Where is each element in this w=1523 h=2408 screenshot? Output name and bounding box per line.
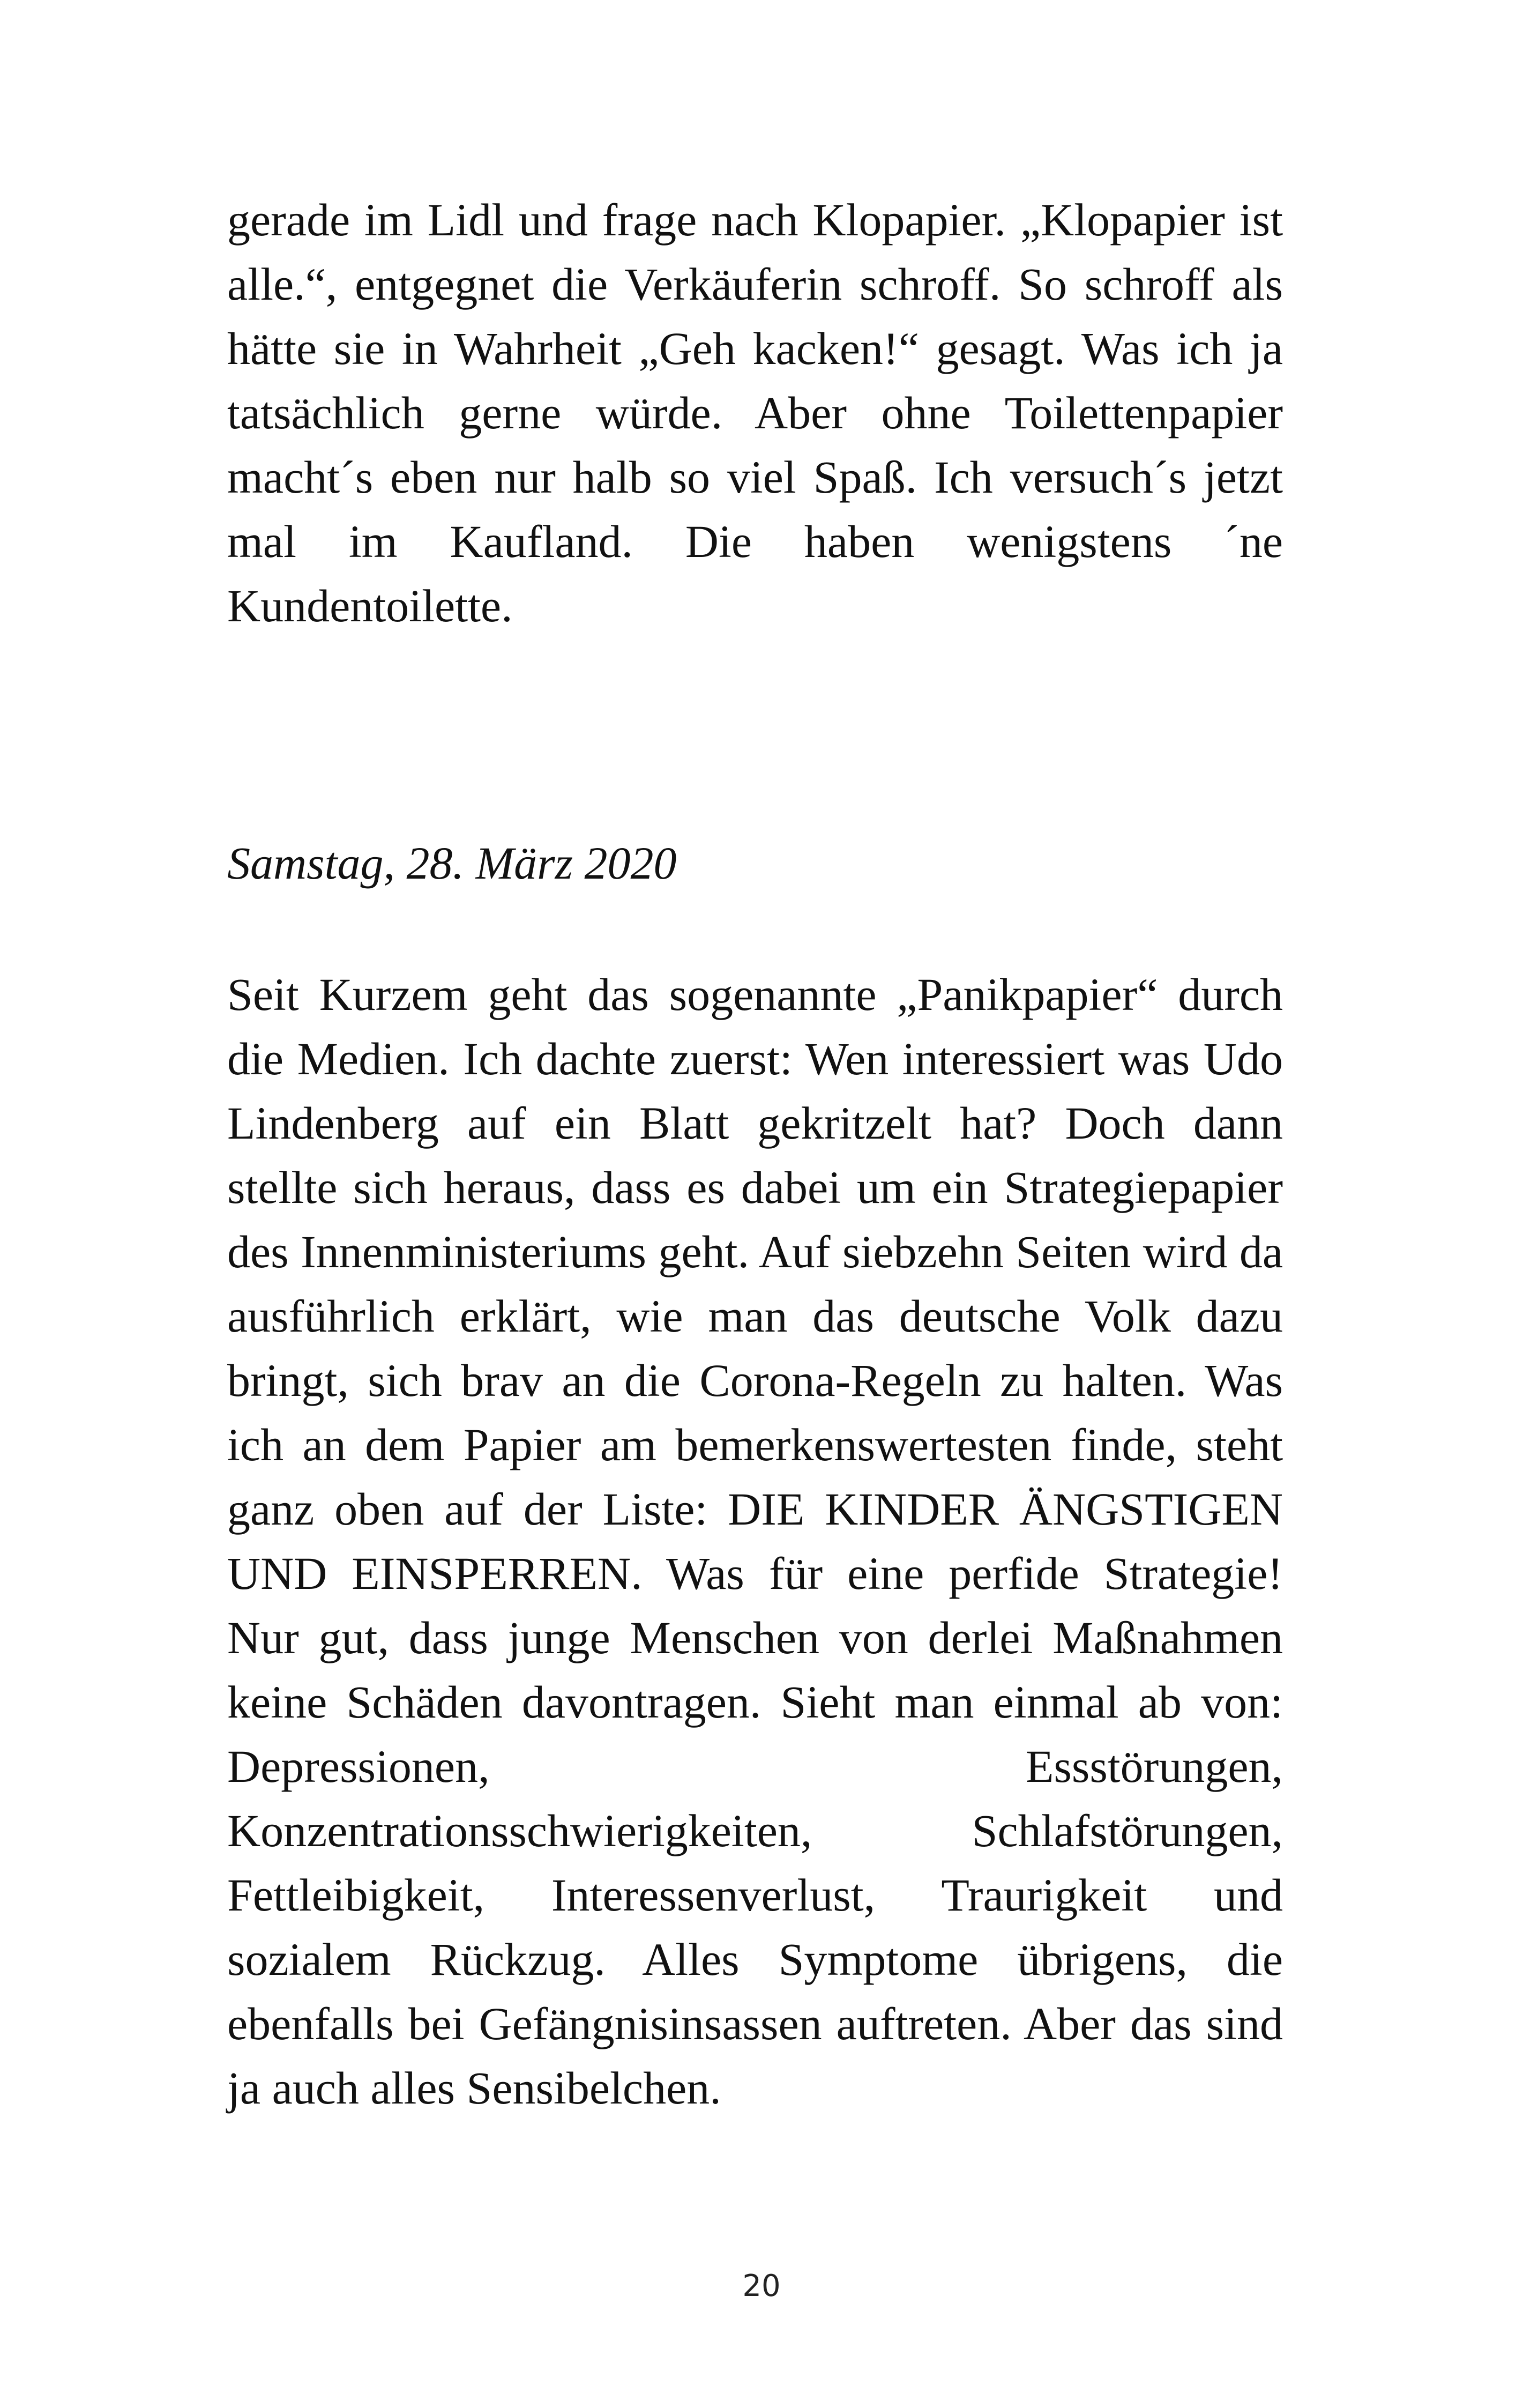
diary-entry-paragraph: Seit Kurzem geht das sogenannte „Panikpapier“ durch die Medien. Ich dachte zuerst: Wen interessiert was Udo Lindenberg auf ein Blatt gekritzelt hat? Doch dann stellte sich heraus, dass es dabei um ein Strategiepapier des Innenministeriums geht. Auf siebzehn Seiten wird da ausführlich erklärt, wie man das deutsche Volk dazu bringt, sich brav an die Corona-Regeln zu halten. Was ich an dem Papier am bemerkenswertesten finde, steht ganz oben auf der Liste: DIE KINDER ÄNGSTIGEN UND EINSPERREN. Was für eine perfide Strategie! Nur gut, dass junge Menschen von derlei Maßnahmen keine Schäden davontragen. Sieht man einmal ab von: Depressionen, Essstörungen, Konzentrationsschwierigkeiten, Schlafstörungen, Fettleibigkeit, Interessenverlust, Traurigkeit und sozialem Rückzug. Alles Symptome übrigens, die ebenfalls bei Gefängnisinsassen auftreten. Aber das sind ja auch alles Sensibelchen. xyxy=(227,969,1283,2114)
diary-date-heading: Samstag, 28. März 2020 xyxy=(227,837,677,889)
page-number: 20 xyxy=(742,2269,781,2303)
continued-paragraph: gerade im Lidl und frage nach Klopapier. „Klopapier ist alle.“, entgegnet die Verkäuferin schroff. So schroff als hätte sie in Wahrheit „Geh kacken!“ gesagt. Was ich ja tatsächlich gerne würde. Aber ohne Toilettenpapier macht´s eben nur halb so viel Spaß. Ich versuch´s jetzt mal im Kaufland. Die haben wenigstens ´ne Kundentoilette. xyxy=(227,194,1283,631)
